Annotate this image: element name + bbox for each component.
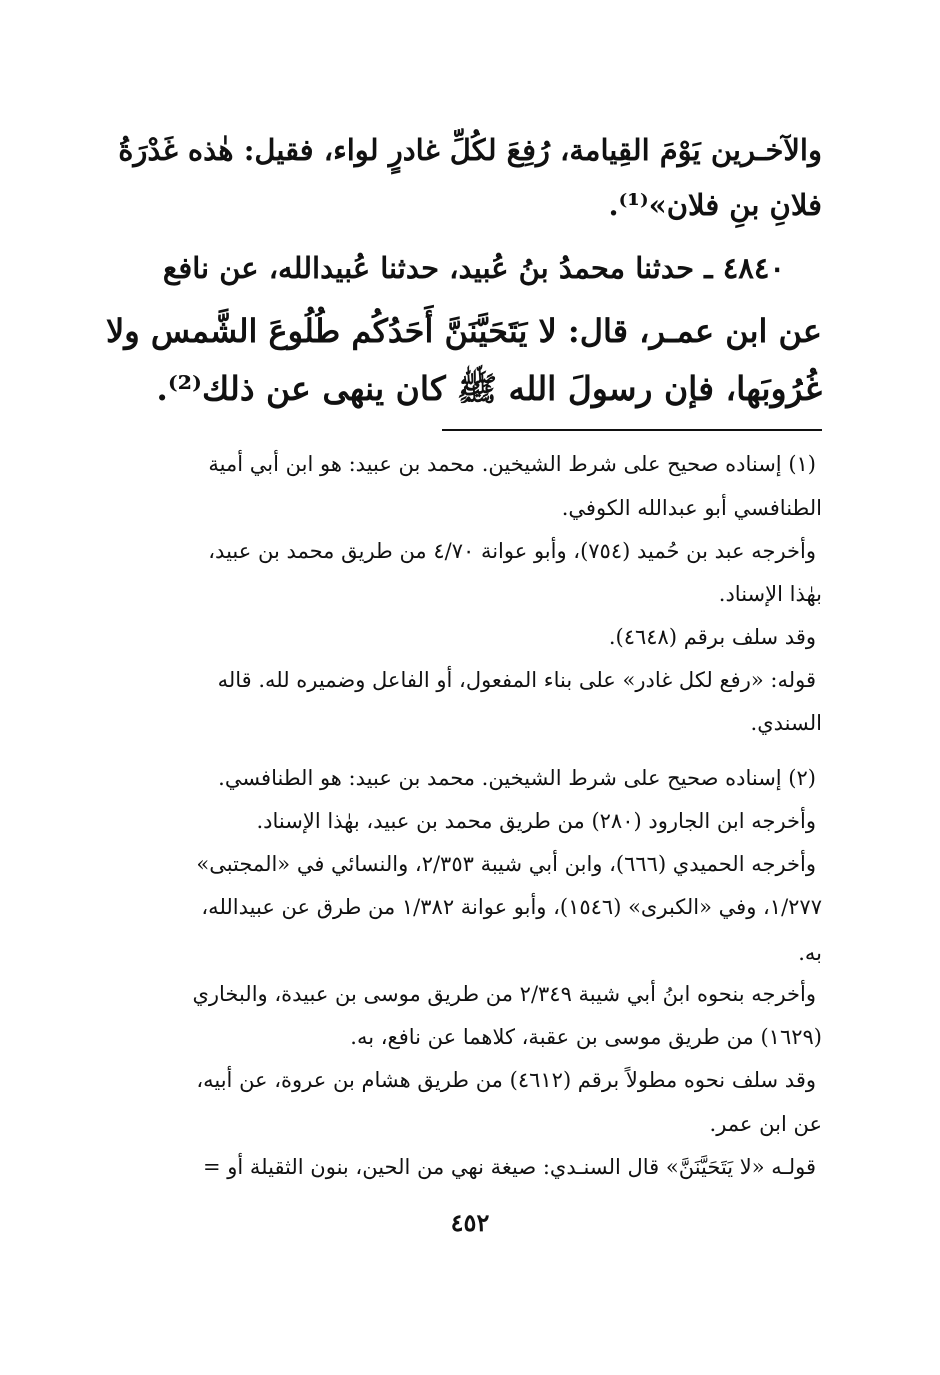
footnote-line: (١٦٢٩) من طريق موسى بن عقبة، كلاهما عن نافع، به. [350,1025,822,1049]
footnote-line: وأخرجه الحميدي (٦٦٦)، وابن أبي شيبة ٢/٣٥٣، والنسائي في «المجتبى» [196,852,816,876]
footnote-line: السندي. [750,711,822,735]
main-text-line-1: والآخـرين يَوْمَ القِيامة، رُفِعَ لكُلِّ غادرٍ لواء، فقيل: هٰذه غَدْرَةُ [118,133,822,167]
hadith-number-line: ٤٨٤٠ ـ حدثنا محمدُ بنُ عُبيد، حدثنا عُبيدالله، عن نافع [162,251,785,285]
footnote-line: (٢) إسناده صحيح على شرط الشيخين. محمد بن عبيد: هو الطنافسي. [218,766,816,790]
footnote-line: قولـه «لا يَتَحَيَّنَنَّ» قال السنـدي: صيغة نهي من الحين، بنون الثقيلة أو = [202,1155,816,1179]
footnote-line: الطنافسي أبو عبدالله الكوفي. [561,496,822,520]
main-text-line-2: فلانِ بنِ فلان»⁽¹⁾. [608,188,822,222]
footnote-line: ١/٢٧٧، وفي «الكبرى» (١٥٤٦)، وأبو عوانة ١/٣٨٢ من طرق عن عبيدالله، [201,895,822,919]
main-text-line-4: عن ابن عمـر، قال: لا يَتَحَيَّنَنَّ أَحَدُكُم طُلُوعَ الشَّمس ولا [106,312,822,350]
footnote-line: وأخرجه ابن الجارود (٢٨٠) من طريق محمد بن عبيد، بهٰذا الإسناد. [256,809,816,833]
footnote-line: بهٰذا الإسناد. [718,582,822,606]
footnote-line: وقد سلف برقم (٤٦٤٨). [608,625,816,649]
footnote-line: به. [798,941,822,965]
footnote-line: وأخرجه عبد بن حُميد (٧٥٤)، وأبو عوانة ٤/٧٠ من طريق محمد بن عبيد، [208,539,816,563]
footnote-line: (١) إسناده صحيح على شرط الشيخين. محمد بن عبيد: هو ابن أبي أمية [208,452,816,476]
footnote-line: وأخرجه بنحوه ابنُ أبي شيبة ٢/٣٤٩ من طريق موسى بن عبيدة، والبخاري [192,982,816,1006]
footnote-line: وقد سلف نحوه مطولاً برقم (٤٦١٢) من طريق هشام بن عروة، عن أبيه، [196,1068,816,1092]
footnote-separator [442,429,822,431]
footnote-line: قوله: «رفع لكل غادر» على بناء المفعول، أو الفاعل وضميره لله. قاله [217,668,816,692]
main-text-line-5: غُرُوبَها، فإن رسولَ الله ﷺ كان ينهى عن ذلك⁽²⁾. [156,369,822,408]
page-number: ٤٥٢ [450,1208,490,1237]
footnote-line: عن ابن عمر. [709,1112,822,1136]
